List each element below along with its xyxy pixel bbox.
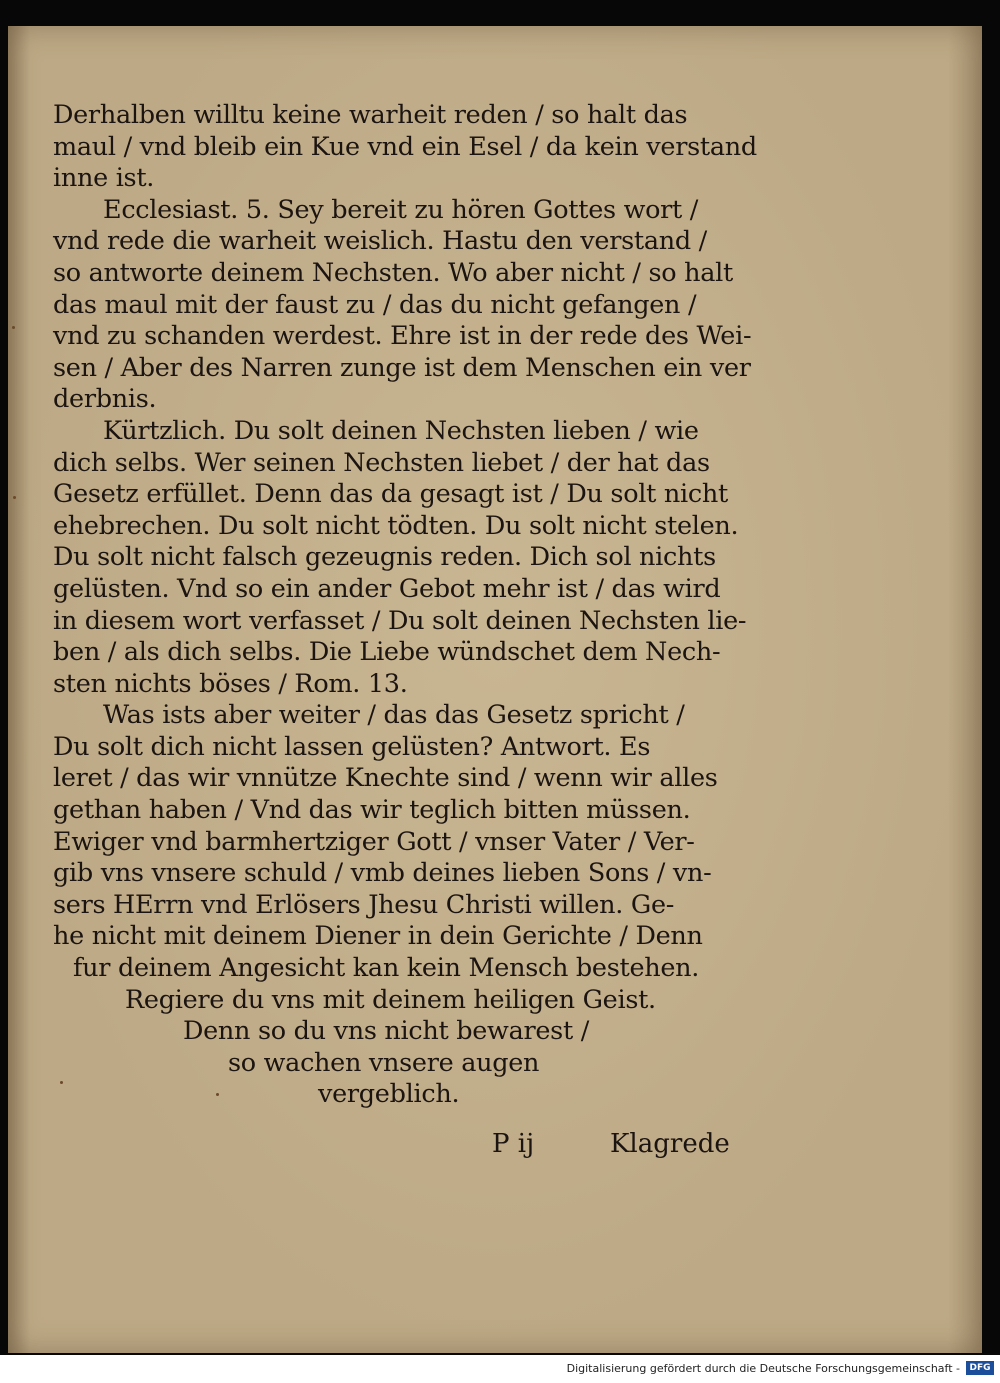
text-line: vnd rede die warheit weislich. Hastu den verstand / — [53, 226, 707, 257]
paper-speck — [12, 326, 15, 329]
text-line: Regiere du vns mit deinem heiligen Geist. — [125, 984, 656, 1015]
text-line: gethan haben / Vnd das wir teglich bitten müssen. — [53, 795, 691, 826]
text-line: Ecclesiast. 5. Sey bereit zu hören Gottes wort / — [103, 194, 699, 225]
text-line: das maul mit der faust zu / das du nicht gefangen / — [53, 289, 697, 320]
text-line: sten nichts böses / Rom. 13. — [53, 668, 408, 699]
text-line: sers HErrn vnd Erlösers Jhesu Christi willen. Ge- — [53, 889, 675, 920]
text-line: in diesem wort verfasset / Du solt deinen Nechsten lie- — [53, 605, 747, 636]
signature-mark: P ij — [492, 1129, 535, 1159]
paper-speck — [13, 496, 16, 499]
funding-credit: Digitalisierung gefördert durch die Deutsche Forschungsgemeinschaft - — [566, 1362, 960, 1375]
text-line: he nicht mit deinem Diener in dein Gerichte / Denn — [53, 921, 703, 952]
text-line: Gesetz erfüllet. Denn das da gesagt ist / Du solt nicht — [53, 479, 728, 510]
page-foot — [492, 1129, 752, 1165]
text-line: so wachen vnsere augen — [228, 1047, 540, 1078]
text-line: derbnis. — [53, 384, 157, 415]
text-line: sen / Aber des Narren zunge ist dem Menschen ein ver — [53, 352, 751, 383]
text-line: vergeblich. — [318, 1079, 460, 1110]
text-line: so antworte deinem Nechsten. Wo aber nicht / so halt — [53, 257, 733, 288]
funding-footer — [0, 1355, 1000, 1383]
text-line: gib vns vnsere schuld / vmb deines lieben Sons / vn- — [53, 858, 712, 889]
text-line: ehebrechen. Du solt nicht tödten. Du solt nicht stelen. — [53, 510, 739, 541]
text-line: inne ist. — [53, 163, 155, 194]
dfg-logo-icon: DFG — [966, 1361, 994, 1375]
text-line: leret / das wir vnnütze Knechte sind / wenn wir alles — [53, 763, 718, 794]
text-line: fur deinem Angesicht kan kein Mensch bestehen. — [73, 953, 700, 984]
text-line: Derhalben willtu keine warheit reden / so halt das — [53, 100, 688, 130]
text-line: Du solt dich nicht lassen gelüsten? Antwort. Es — [53, 731, 651, 762]
text-line: dich selbs. Wer seinen Nechsten liebet / der hat das — [53, 447, 710, 478]
text-line: ben / als dich selbs. Die Liebe wündschet dem Nech- — [53, 637, 721, 668]
text-line: vnd zu schanden werdest. Ehre ist in der rede des Wei- — [53, 321, 752, 352]
text-line: Ewiger vnd barmhertziger Gott / vnser Vater / Ver- — [53, 826, 695, 857]
text-line: Denn so du vns nicht bewarest / — [183, 1016, 589, 1047]
text-line: gelüsten. Vnd so ein ander Gebot mehr ist / das wird — [53, 573, 721, 604]
text-line: Kürtzlich. Du solt deinen Nechsten lieben / wie — [103, 415, 699, 446]
text-line: Du solt nicht falsch gezeugnis reden. Dich sol nichts — [53, 542, 716, 573]
page-text — [53, 100, 757, 1111]
catchword: Klagrede — [610, 1129, 730, 1159]
text-line: Was ists aber weiter / das das Gesetz spricht / — [103, 700, 685, 731]
text-line: maul / vnd bleib ein Kue vnd ein Esel / da kein verstand — [53, 131, 757, 162]
